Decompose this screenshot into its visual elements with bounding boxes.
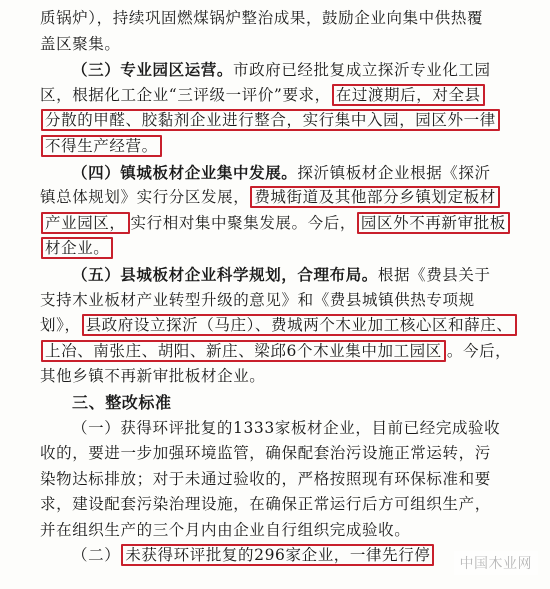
text-span: 市政府已经批复成立探沂专业化工园 <box>233 61 491 80</box>
text-line <box>40 32 512 58</box>
text-span: 镇总体规划》实行分区发展， <box>40 188 250 207</box>
text-span: 探沂镇板材企业根据《探沂 <box>297 163 491 182</box>
text-line <box>40 83 512 109</box>
text-line <box>40 57 512 83</box>
text-span: 收的，要进一步加强环境监管，确保配套治污设施正常运转，污 <box>40 444 491 463</box>
highlighted-text: 产业园区， <box>41 212 130 234</box>
text-line <box>40 160 512 186</box>
text-span: 盖区聚集。 <box>40 34 121 53</box>
highlighted-text: 上冶、南张庄、胡阳、新庄、梁邱6个木业集中加工园区 <box>41 340 446 362</box>
text-line <box>40 492 512 518</box>
highlighted-text: 县政府设立探沂（马庄）、费城两个木业加工核心区和薛庄、 <box>82 314 517 336</box>
heading-text: （四）镇城板材企业集中发展。 <box>72 162 298 182</box>
text-line <box>40 364 512 390</box>
text-span: 质锅炉），持续巩固燃煤锅炉整治成果，鼓励企业向集中供热覆 <box>40 9 484 27</box>
highlighted-text: 在过渡期后，对全县 <box>332 84 485 106</box>
text-line <box>40 416 512 442</box>
heading-text: （五）县城板材企业科学规划，合理布局。 <box>72 264 378 284</box>
text-line <box>40 518 512 544</box>
text-line <box>40 339 512 365</box>
highlighted-text: 园区外不再新审批板 <box>357 212 510 234</box>
text-span: 。今后， <box>446 341 512 360</box>
highlighted-text: 材企业。 <box>41 237 113 259</box>
watermark: 中国木业网 <box>454 551 539 575</box>
text-line <box>40 211 512 237</box>
text-line <box>40 543 512 569</box>
text-line <box>40 288 512 314</box>
text-span: （一）获得环评批复的1333家板材企业，目前已经完成验收 <box>72 418 501 437</box>
text-line <box>40 185 512 211</box>
text-span: 划》， <box>40 316 81 335</box>
text-span: 实行相对集中聚集发展。今后， <box>130 213 356 232</box>
highlighted-text: 不得生产经营。 <box>41 135 162 157</box>
text-line <box>40 441 512 467</box>
highlighted-text: 分散的甲醛、胶黏剂企业进行整合，实行集中入园，园区外一律 <box>41 109 500 131</box>
text-span: 支持木业板材产业转型升级的意见》和《费县城镇供热专项规 <box>40 290 475 309</box>
text-span: 求，建设配套污染治理设施，在确保正常运行后方可组织生产， <box>40 495 491 514</box>
heading-text: 三、整改标准 <box>72 392 172 412</box>
highlighted-text: 费城街道及其他部分乡镇划定板材 <box>250 186 500 208</box>
text-line <box>40 236 512 262</box>
text-line <box>40 134 512 160</box>
text-line <box>40 467 512 493</box>
text-line <box>40 108 512 134</box>
highlighted-text: 未获得环评批复的296家企业，一律先行停 <box>121 544 434 566</box>
text-span: （二） <box>72 546 121 565</box>
text-line <box>40 6 512 32</box>
text-line <box>40 313 512 339</box>
text-span: 其他乡镇不再新审批板材企业。 <box>40 367 266 386</box>
text-line <box>40 390 512 416</box>
document-body <box>40 6 512 569</box>
text-span: 根据《费县关于 <box>377 265 491 284</box>
text-span: 区，根据化工企业“三评级一评价”要求， <box>40 85 331 104</box>
heading-text: （三）专业园区运营。 <box>72 60 234 80</box>
text-line <box>40 262 512 288</box>
text-span: 并在组织生产的三个月内由企业自行组织完成验收。 <box>40 520 411 539</box>
text-span: 染物达标排放；对于未通过验收的，严格按照现有环保标准和要 <box>40 469 491 488</box>
